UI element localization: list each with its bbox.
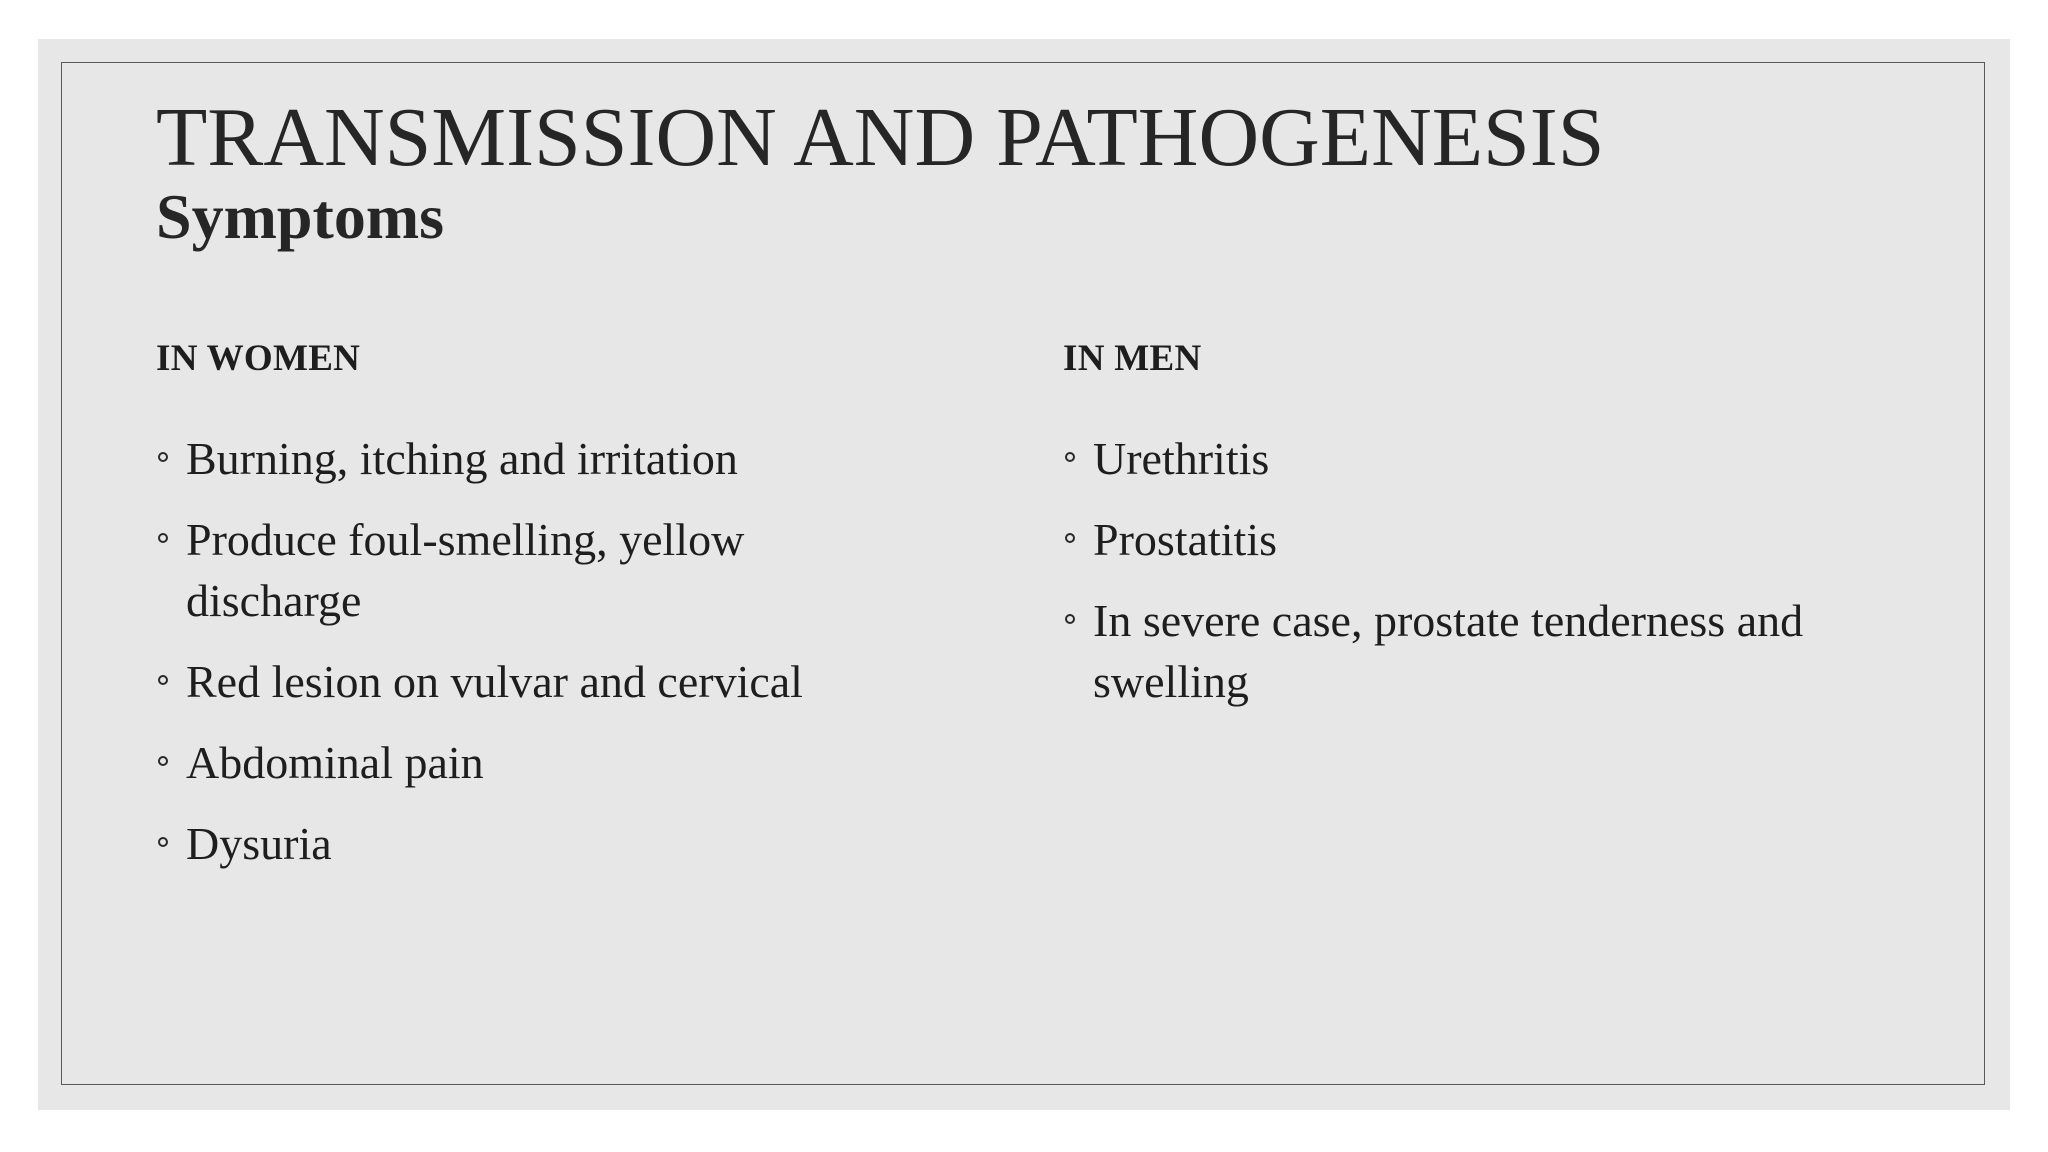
list-item xyxy=(1063,428,1823,489)
list-item xyxy=(1063,590,1823,712)
circle-bullet-icon xyxy=(158,837,168,847)
list-item-text: Abdominal pain xyxy=(186,737,484,788)
list-item-text: Burning, itching and irritation xyxy=(186,433,738,484)
slide-title: TRANSMISSION AND PATHOGENESIS xyxy=(156,91,1605,184)
circle-bullet-icon xyxy=(158,452,168,462)
list-item xyxy=(156,732,916,793)
list-item xyxy=(1063,509,1823,570)
women-heading: IN WOMEN xyxy=(156,338,361,379)
men-column xyxy=(1063,340,1823,732)
list-item xyxy=(156,428,916,489)
circle-bullet-icon xyxy=(1065,452,1075,462)
men-symptom-list xyxy=(1063,428,1823,712)
list-item-text: Produce foul-smelling, yellow discharge xyxy=(186,514,745,626)
circle-bullet-icon xyxy=(158,675,168,685)
list-item-text: In severe case, prostate tenderness and swelling xyxy=(1093,595,1804,707)
list-item-text: Red lesion on vulvar and cervical xyxy=(186,656,803,707)
circle-bullet-icon xyxy=(1065,614,1075,624)
women-symptom-list xyxy=(156,428,916,874)
list-item xyxy=(156,509,916,631)
list-item xyxy=(156,651,916,712)
list-item xyxy=(156,813,916,874)
circle-bullet-icon xyxy=(158,756,168,766)
women-column xyxy=(156,340,916,894)
circle-bullet-icon xyxy=(158,533,168,543)
list-item-text: Urethritis xyxy=(1093,433,1270,484)
slide-subtitle: Symptoms xyxy=(156,181,445,252)
list-item-text: Prostatitis xyxy=(1093,514,1278,565)
men-heading: IN MEN xyxy=(1063,338,1202,379)
circle-bullet-icon xyxy=(1065,533,1075,543)
list-item-text: Dysuria xyxy=(186,818,332,869)
